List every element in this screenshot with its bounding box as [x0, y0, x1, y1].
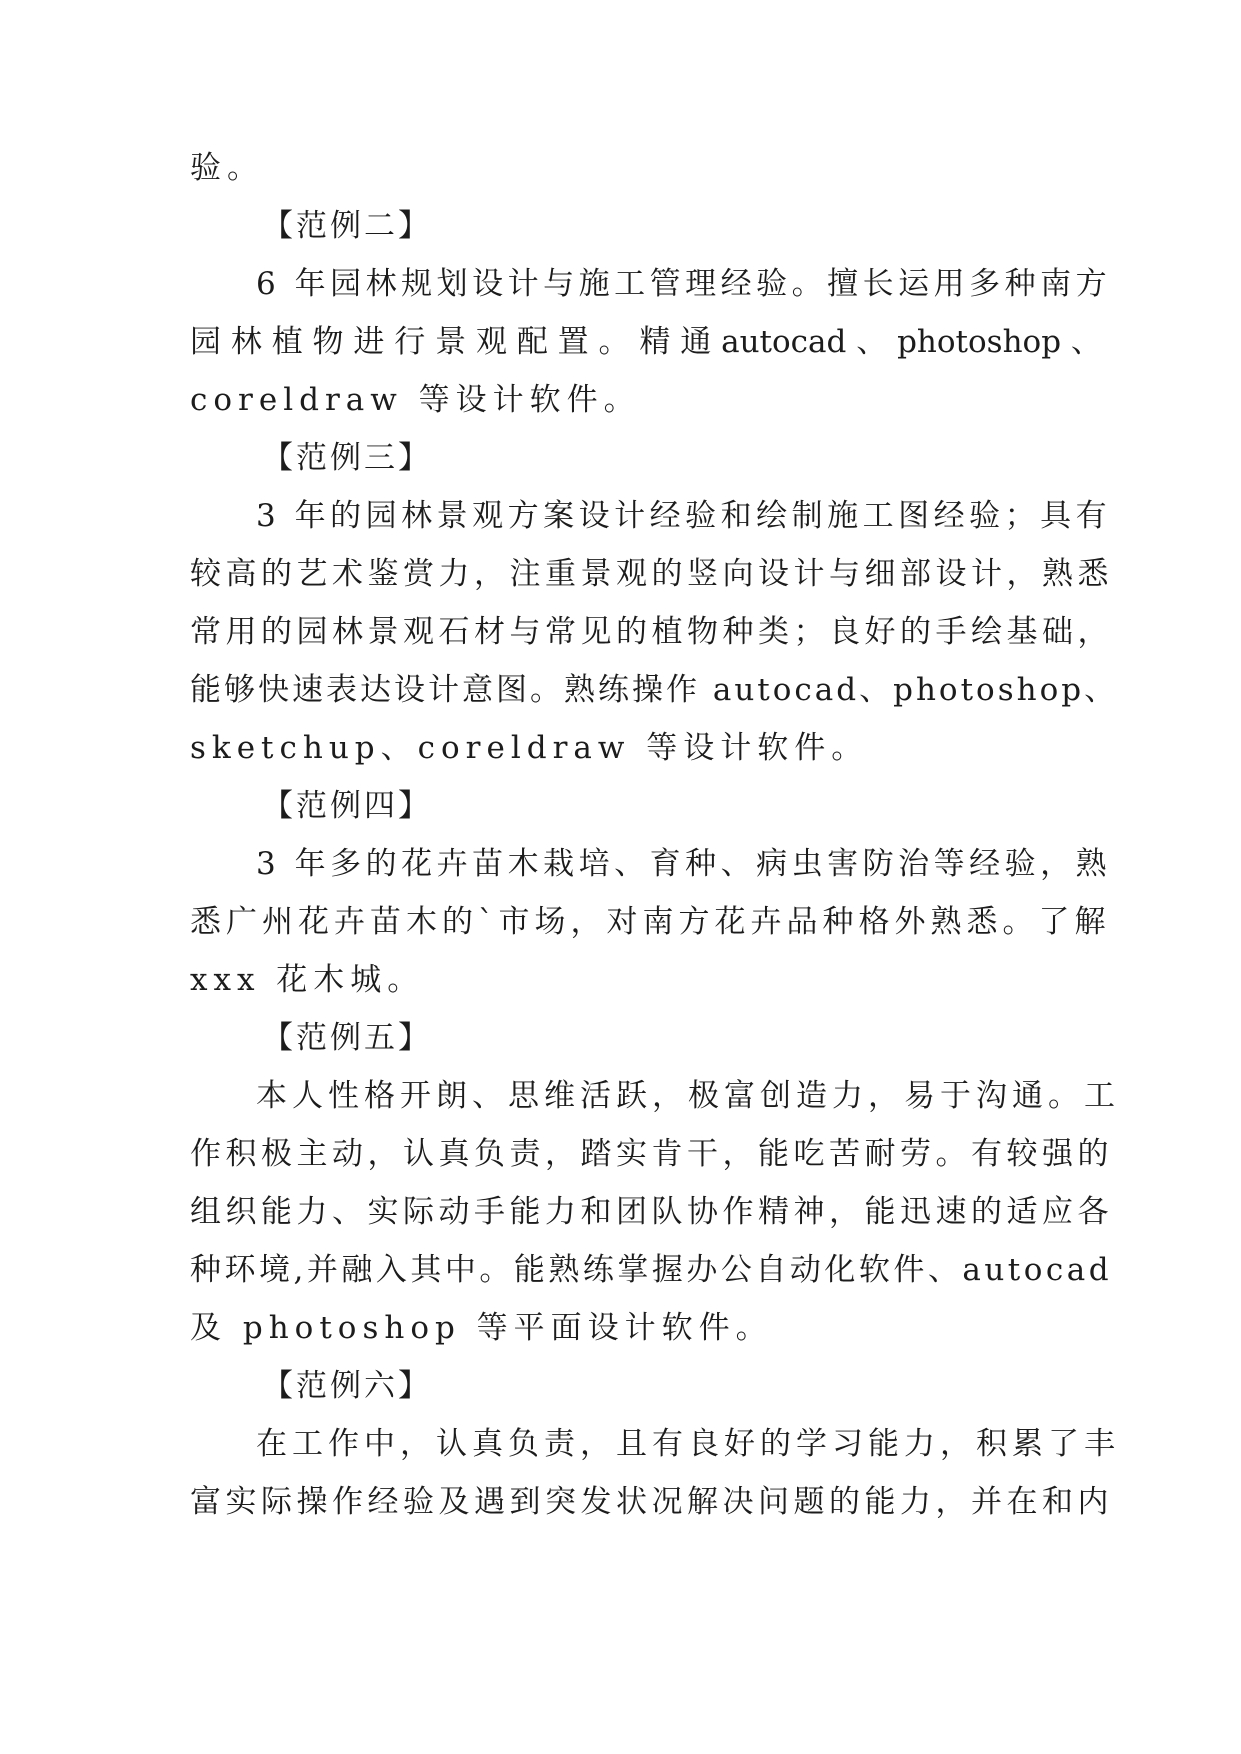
text-line: 验。 [190, 150, 264, 186]
text-line: coreldraw 等设计软件。 [190, 382, 641, 418]
section-heading: 【范例五】 [262, 1020, 432, 1056]
text-line: 6 年园林规划设计与施工管理经验。擅长运用多种南方 [256, 266, 1112, 302]
text-line: 园 林 植 物 进 行 景 观 配 置 。 精 通 autocad 、 photoshop 、 [190, 324, 1102, 360]
text-line: 种环境,并融入其中。能熟练掌握办公自动化软件、autocad [190, 1252, 1113, 1288]
section-heading: 【范例三】 [262, 440, 432, 476]
text-line: 作积极主动，认真负责，踏实肯干，能吃苦耐劳。有较强的 [190, 1136, 1113, 1172]
text-line: 3 年多的花卉苗木栽培、育种、病虫害防治等经验，熟 [256, 846, 1112, 882]
text-line: 富实际操作经验及遇到突发状况解决问题的能力，并在和内 [190, 1484, 1113, 1520]
text-line: 在工作中，认真负责，且有良好的学习能力，积累了丰 [256, 1426, 1120, 1462]
text-line: 能够快速表达设计意图。熟练操作 autocad、photoshop、 [190, 672, 1119, 708]
text-line: sketchup、coreldraw 等设计软件。 [190, 730, 869, 766]
text-line: xxx 花木城。 [190, 962, 425, 998]
section-heading: 【范例六】 [262, 1368, 432, 1404]
text-line: 组织能力、实际动手能力和团队协作精神，能迅速的适应各 [190, 1194, 1113, 1230]
section-heading: 【范例四】 [262, 788, 432, 824]
text-line: 及 photoshop 等平面设计软件。 [190, 1310, 773, 1346]
section-heading: 【范例二】 [262, 208, 432, 244]
text-line: 常用的园林景观石材与常见的植物种类；良好的手绘基础， [190, 614, 1113, 650]
text-line: 悉广州花卉苗木的`市场，对南方花卉品种格外熟悉。了解 [190, 904, 1111, 940]
text-line: 3 年的园林景观方案设计经验和绘制施工图经验；具有 [256, 498, 1112, 534]
text-line: 较高的艺术鉴赏力，注重景观的竖向设计与细部设计，熟悉 [190, 556, 1113, 592]
text-line: 本人性格开朗、思维活跃，极富创造力，易于沟通。工 [256, 1078, 1120, 1114]
